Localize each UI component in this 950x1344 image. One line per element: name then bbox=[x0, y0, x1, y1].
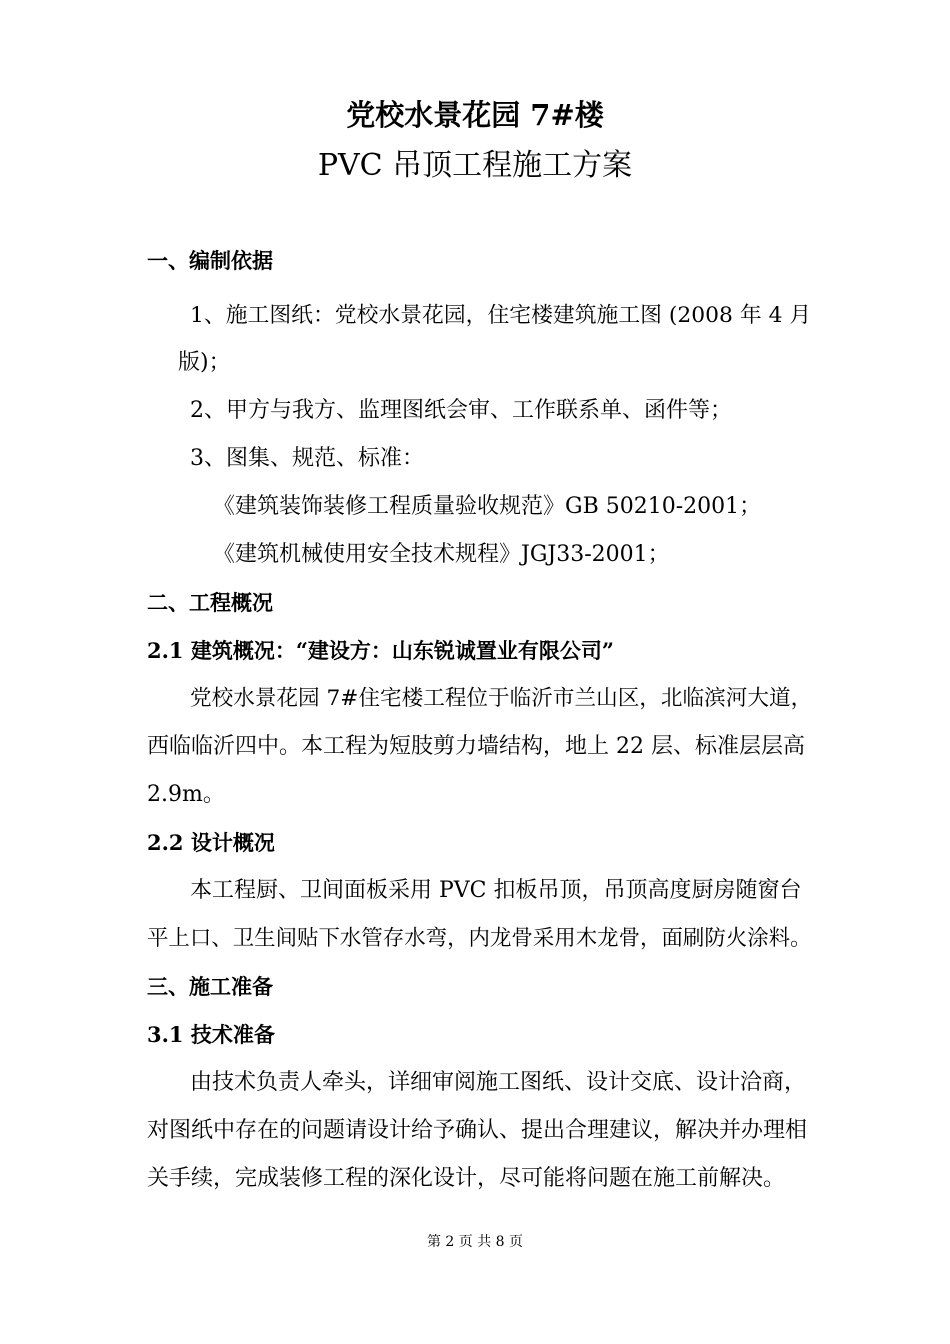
subsection-heading: 2.2 设计概况 bbox=[147, 830, 275, 855]
paragraph-line: 党校水景花园 7#住宅楼工程位于临沂市兰山区，北临滨河大道， bbox=[190, 686, 813, 711]
paragraph-line: 西临临沂四中。本工程为短肢剪力墙结构，地上 22 层、标准层层高 bbox=[147, 734, 805, 759]
subsection-heading: 2.1 建筑概况：“建设方：山东锐诚置业有限公司” bbox=[147, 638, 615, 663]
document-title: 党校水景花园 7#楼 bbox=[346, 98, 604, 132]
section-heading: 一、编制依据 bbox=[147, 248, 273, 273]
paragraph-line: 《建筑机械使用安全技术规程》JGJ33-2001； bbox=[213, 542, 670, 567]
paragraph-line: 1、施工图纸：党校水景花园，住宅楼建筑施工图 (2008 年 4 月 bbox=[190, 303, 812, 328]
paragraph-line: 3、图集、规范、标准： bbox=[190, 446, 424, 471]
paragraph-line: 2.9m。 bbox=[147, 782, 225, 807]
paragraph-line: 版)； bbox=[178, 350, 231, 375]
subsection-heading: 3.1 技术准备 bbox=[147, 1022, 275, 1047]
paragraph-line: 由技术负责人牵头，详细审阅施工图纸、设计交底、设计洽商， bbox=[190, 1070, 807, 1095]
document-subtitle: PVC 吊顶工程施工方案 bbox=[317, 148, 633, 183]
paragraph-line: 平上口、卫生间贴下水管存水弯，内龙骨采用木龙骨，面刷防火涂料。 bbox=[147, 926, 812, 951]
paragraph-line: 本工程厨、卫间面板采用 PVC 扣板吊顶，吊顶高度厨房随窗台 bbox=[190, 878, 802, 903]
paragraph-line: 关手续，完成装修工程的深化设计，尽可能将问题在施工前解决。 bbox=[147, 1166, 786, 1191]
paragraph-line: 《建筑装饰装修工程质量验收规范》GB 50210-2001； bbox=[213, 494, 762, 519]
section-heading: 三、施工准备 bbox=[147, 974, 273, 999]
paragraph-line: 对图纸中存在的问题请设计给予确认、提出合理建议，解决并办理相 bbox=[147, 1118, 808, 1143]
paragraph-line: 2、甲方与我方、监理图纸会审、工作联系单、函件等； bbox=[190, 398, 732, 423]
page-footer: 第 2 页 共 8 页 bbox=[426, 1234, 524, 1250]
section-heading: 二、工程概况 bbox=[147, 590, 273, 615]
